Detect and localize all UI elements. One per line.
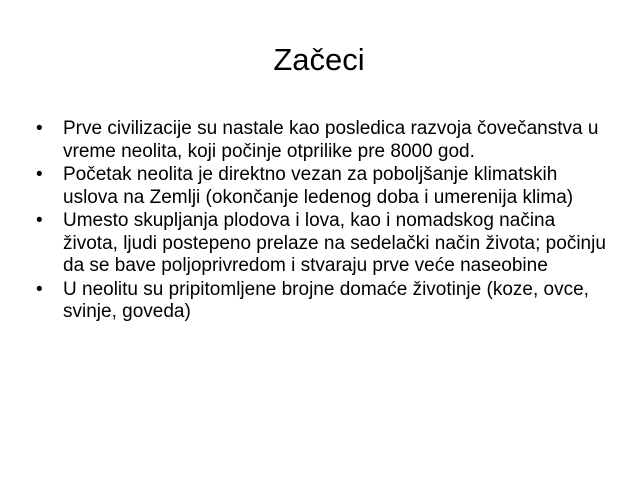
bullet-item	[36, 118, 606, 163]
slide-title: Začeci	[273, 42, 365, 77]
bullet-item	[36, 164, 606, 209]
bullet-list	[36, 118, 606, 325]
bullet-marker: •	[36, 210, 43, 231]
bullet-text: Umesto skupljanja plodova i lova, kao i nomadskog načina života, ljudi postepeno prelaze na sedelački način života; počinju da se bave poljoprivredom i stvaraju prve veće naseobine	[63, 210, 606, 276]
bullet-text: Početak neolita je direktno vezan za poboljšanje klimatskih uslova na Zemlji (okončanje ledenog doba i umerenija klima)	[63, 164, 574, 208]
bullet-marker: •	[36, 164, 43, 185]
bullet-marker: •	[36, 118, 43, 139]
bullet-item	[36, 279, 606, 324]
bullet-text: U neolitu su pripitomljene brojne domaće životinje (koze, ovce, svinje, goveda)	[63, 278, 589, 322]
bullet-item	[36, 210, 606, 278]
bullet-marker: •	[36, 278, 43, 300]
bullet-text: Prve civilizacije su nastale kao posledica razvoja čovečanstva u vreme neolita, koji počinje otprilike pre 8000 god.	[63, 118, 599, 162]
